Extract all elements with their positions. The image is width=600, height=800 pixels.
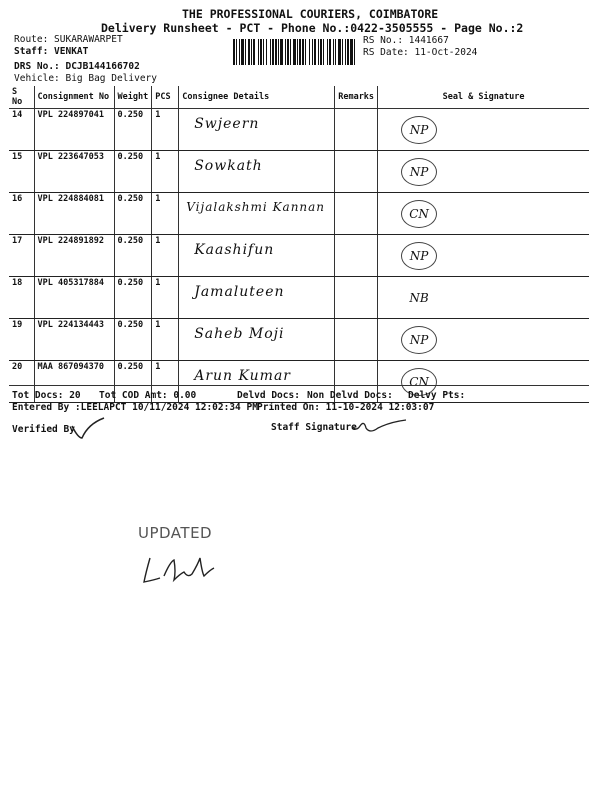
barcode-bar: [354, 39, 355, 65]
handwritten-consignee: Arun Kumar: [194, 368, 291, 384]
barcode-bar: [335, 39, 336, 65]
barcode-bar: [290, 39, 291, 65]
header-pcs: PCS: [152, 86, 179, 109]
cell-weight: 0.250: [114, 235, 152, 277]
handwritten-consignee: Swjeern: [194, 116, 260, 132]
barcode-bar: [272, 39, 274, 65]
cell-remarks: [335, 319, 378, 361]
cell-pcs: 1: [152, 277, 179, 319]
barcode-bar: [312, 39, 313, 65]
company-name: THE PROFESSIONAL COURIERS, COIMBATORE: [182, 7, 439, 21]
verified-signature-mark: [70, 416, 110, 442]
barcode-bar: [253, 39, 255, 65]
barcode-bar: [329, 39, 331, 65]
barcode-bar: [241, 39, 244, 65]
printed-on: Printed On: 11-10-2024 12:03:07: [257, 402, 435, 413]
barcode-bar: [258, 39, 259, 65]
cell-pcs: 1: [152, 109, 179, 151]
barcode-bar: [305, 39, 306, 65]
seal-stamp: NP: [401, 326, 437, 354]
non-delivered-docs: Non Delvd Docs:: [307, 390, 393, 401]
barcode-bar: [314, 39, 316, 65]
cell-sno: 16: [9, 193, 34, 235]
barcode-bar: [280, 39, 283, 65]
cell-consignment: VPL 224134443: [34, 319, 114, 361]
handwritten-consignee: Sowkath: [194, 158, 263, 174]
table-row: [9, 235, 589, 277]
cell-remarks: [335, 235, 378, 277]
seal-stamp: NP: [401, 158, 437, 186]
barcode-bar: [323, 39, 324, 65]
seal-stamp: NP: [401, 242, 437, 270]
cell-weight: 0.250: [114, 151, 152, 193]
cell-consignee: [179, 109, 335, 151]
barcode-bar: [233, 39, 235, 65]
delivered-docs: Delvd Docs:: [237, 390, 300, 401]
seal-stamp: NP: [401, 116, 437, 144]
cell-weight: 0.250: [114, 193, 152, 235]
barcode-bar: [327, 39, 328, 65]
barcode-bar: [350, 39, 353, 65]
cell-consignee: [179, 151, 335, 193]
cell-pcs: 1: [152, 193, 179, 235]
cell-consignment: VPL 224884081: [34, 193, 114, 235]
barcode-bar: [285, 39, 286, 65]
barcode-bar: [287, 39, 289, 65]
cell-sno: 15: [9, 151, 34, 193]
cell-sno: 19: [9, 319, 34, 361]
barcode-bar: [275, 39, 277, 65]
cell-sno: 14: [9, 109, 34, 151]
cell-remarks: [335, 193, 378, 235]
drs-number: DRS No.: DCJB144166702: [14, 61, 140, 72]
cell-weight: 0.250: [114, 361, 152, 403]
cell-sno: 17: [9, 235, 34, 277]
barcode-image: [233, 39, 355, 65]
cell-consignee: [179, 319, 335, 361]
barcode-bar: [239, 39, 240, 65]
handwritten-consignee: Kaashifun: [194, 242, 275, 258]
barcode-bar: [236, 39, 237, 65]
delivery-points: Delvy Pts:: [408, 390, 466, 401]
cell-consignment: VPL 224897041: [34, 109, 114, 151]
barcode-bar: [297, 39, 298, 65]
barcode-bar: [318, 39, 319, 65]
route-label: Route: SUKARAWARPET: [14, 34, 123, 45]
barcode-bar: [299, 39, 301, 65]
table-row: [9, 193, 589, 235]
handwritten-consignee: Saheb Moji: [194, 326, 285, 342]
cell-remarks: [335, 151, 378, 193]
barcode-bar: [309, 39, 310, 65]
cell-weight: 0.250: [114, 109, 152, 151]
barcode-bar: [251, 39, 252, 65]
updated-signature-mark: [140, 552, 220, 588]
verified-by-label: Verified By: [12, 424, 75, 435]
barcode-bar: [293, 39, 296, 65]
barcode-bar: [266, 39, 267, 65]
seal-stamp: NB: [409, 291, 429, 305]
seal-stamp: CN: [401, 368, 437, 396]
barcode-bar: [345, 39, 346, 65]
barcode-bar: [263, 39, 264, 65]
header-sno: S No: [9, 86, 34, 109]
header-consignment: Consignment No: [34, 86, 114, 109]
table-header-row: [9, 86, 589, 109]
handwritten-consignee: Jamaluteen: [194, 284, 285, 300]
cell-remarks: [335, 109, 378, 151]
staff-label: Staff: VENKAT: [14, 46, 89, 57]
seal-stamp: CN: [401, 200, 437, 228]
cell-seal: [378, 109, 589, 151]
cell-weight: 0.250: [114, 319, 152, 361]
cell-consignee: [179, 235, 335, 277]
barcode-bar: [347, 39, 349, 65]
table-row: [9, 319, 589, 361]
barcode-bar: [270, 39, 271, 65]
barcode-bar: [248, 39, 250, 65]
cell-sno: 18: [9, 277, 34, 319]
cell-pcs: 1: [152, 361, 179, 403]
total-docs: Tot Docs: 20: [12, 390, 81, 401]
cell-consignment: VPL 405317884: [34, 277, 114, 319]
cell-sno: 20: [9, 361, 34, 403]
table-row: [9, 151, 589, 193]
barcode-bar: [338, 39, 341, 65]
staff-signature-mark: [350, 416, 410, 436]
updated-stamp: UPDATED: [138, 524, 213, 542]
total-cod-amount: Tot COD Amt: 0.00: [99, 390, 197, 401]
barcode-bar: [302, 39, 304, 65]
table-row: [9, 277, 589, 319]
cell-consignee: [179, 193, 335, 235]
cell-consignment: MAA 867094370: [34, 361, 114, 403]
cell-seal: [378, 193, 589, 235]
entered-by: Entered By :LEELAPCT 10/11/2024 12:02:34 PM: [12, 402, 258, 413]
cell-consignment: VPL 223647053: [34, 151, 114, 193]
handwritten-consignee: Vijalakshmi Kannan: [186, 200, 326, 214]
cell-pcs: 1: [152, 235, 179, 277]
rs-number: RS No.: 1441667: [363, 35, 449, 46]
barcode-bar: [342, 39, 343, 65]
barcode-bar: [333, 39, 334, 65]
cell-consignee: [179, 277, 335, 319]
footer-divider: [9, 385, 589, 386]
barcode-bar: [260, 39, 262, 65]
cell-seal: [378, 319, 589, 361]
cell-pcs: 1: [152, 151, 179, 193]
cell-pcs: 1: [152, 319, 179, 361]
cell-weight: 0.250: [114, 277, 152, 319]
runsheet-table: [9, 86, 589, 403]
barcode-bar: [245, 39, 246, 65]
header-remarks: Remarks: [335, 86, 378, 109]
header-consignee: Consignee Details: [179, 86, 335, 109]
cell-consignment: VPL 224891892: [34, 235, 114, 277]
cell-remarks: [335, 277, 378, 319]
cell-seal: [378, 277, 589, 319]
table-row: [9, 109, 589, 151]
vehicle-label: Vehicle: Big Bag Delivery: [14, 73, 157, 84]
staff-signature-label: Staff Signature: [271, 422, 357, 433]
rs-date: RS Date: 11-Oct-2024: [363, 47, 478, 58]
barcode-bar: [278, 39, 279, 65]
cell-seal: [378, 235, 589, 277]
runsheet-title: Delivery Runsheet - PCT - Phone No.:0422-3505555 - Page No.:2: [101, 21, 524, 35]
barcode-bar: [320, 39, 322, 65]
header-weight: Weight: [114, 86, 152, 109]
cell-seal: [378, 151, 589, 193]
header-seal-signature: Seal & Signature: [378, 86, 589, 109]
